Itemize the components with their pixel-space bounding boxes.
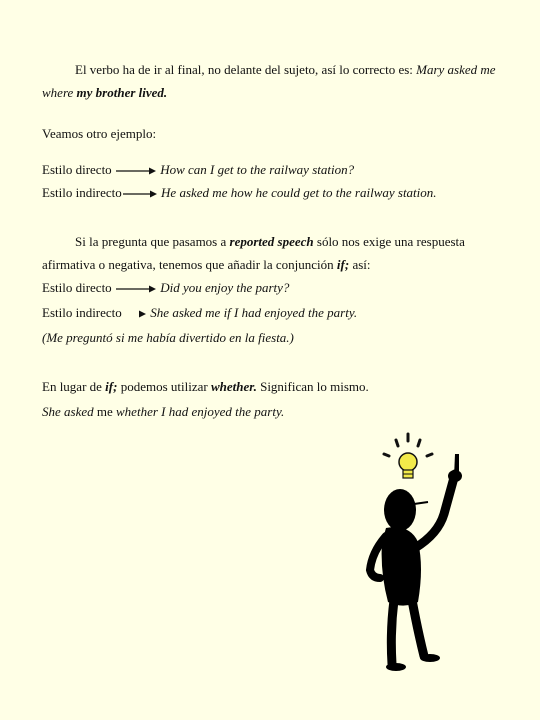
example-1-indirect	[42, 185, 437, 201]
idea-stick-figure-lightbulb-icon	[360, 432, 480, 672]
emphasis-text: if;	[105, 379, 118, 394]
example-text: whether I had enjoyed the party.	[116, 404, 285, 419]
text: me	[93, 404, 117, 419]
paragraph-4-line-1	[42, 379, 369, 395]
arrow-right-icon	[115, 167, 157, 175]
emphasis-text: if;	[336, 257, 350, 272]
text: Si la pregunta que pasamos a	[75, 234, 230, 249]
indirect-label: Estilo indirecto	[42, 305, 122, 320]
indirect-example: She asked me if I had enjoyed the party.	[150, 305, 358, 320]
arrow-right-icon	[115, 285, 157, 293]
text: El verbo ha de ir al final, no delante del sujeto, así lo correcto es:	[75, 62, 417, 77]
example-text: She asked	[42, 404, 94, 419]
text: podemos utilizar	[117, 379, 211, 394]
text: sólo nos exige una respuesta	[313, 234, 465, 249]
example-1-direct	[42, 162, 354, 178]
emphasis-text: my brother lived.	[76, 85, 168, 100]
text: así:	[349, 257, 371, 272]
text: afirmativa o negativa, tenemos que añadir la conjunción	[42, 257, 337, 272]
paragraph-1-line-2	[42, 85, 167, 101]
paragraph-3-line-1	[75, 234, 465, 250]
paragraph-4-line-2	[42, 404, 284, 420]
text: Significan lo mismo.	[256, 379, 369, 394]
indirect-example: He asked me how he could get to the railway station.	[161, 185, 437, 200]
translation: (Me preguntó si me había divertido en la fiesta.)	[42, 330, 294, 345]
paragraph-2: Veamos otro ejemplo:	[42, 126, 157, 141]
direct-example: How can I get to the railway station?	[160, 162, 355, 177]
arrow-right-icon	[133, 310, 147, 318]
arrow-right-icon	[122, 190, 158, 198]
direct-label: Estilo directo	[42, 162, 112, 177]
emphasis-text: whether.	[210, 379, 257, 394]
indirect-label: Estilo indirecto	[42, 185, 122, 200]
paragraph-1-line-1	[75, 62, 496, 78]
direct-example: Did you enjoy the party?	[160, 280, 290, 295]
emphasis-text: reported speech	[229, 234, 314, 249]
text: En lugar de	[42, 379, 106, 394]
paragraph-3-line-2	[42, 257, 371, 273]
direct-label: Estilo directo	[42, 280, 112, 295]
example-text: Mary asked me	[416, 62, 496, 77]
example-text: where	[42, 85, 77, 100]
example-2-direct	[42, 280, 289, 296]
example-2-indirect	[42, 305, 357, 321]
